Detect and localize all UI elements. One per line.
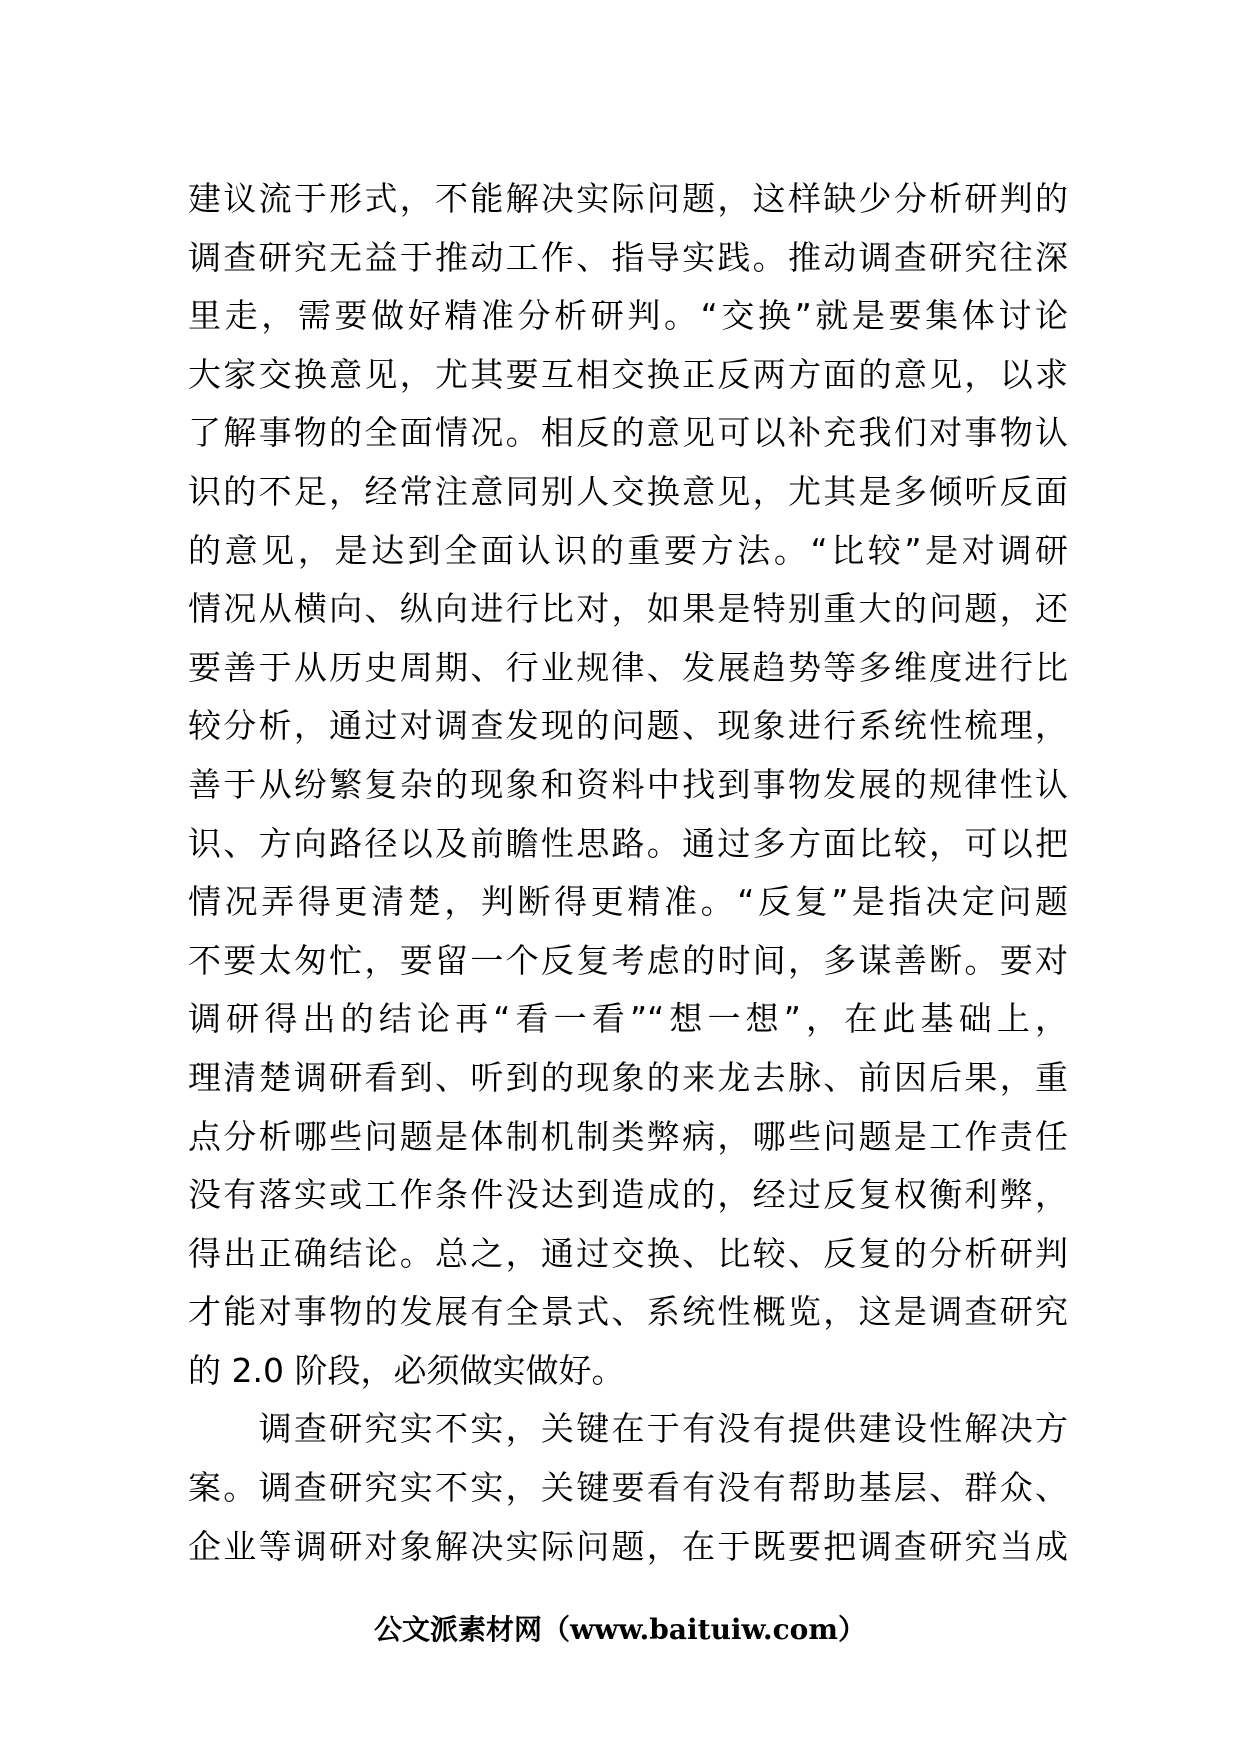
text-line: 理清楚调研看到、听到的现象的来龙去脉、前因后果，重 — [188, 1057, 1068, 1097]
text-line: 大家交换意见，尤其要互相交换正反两方面的意见，以求 — [188, 354, 1068, 394]
text-line: 里走，需要做好精准分析研判。“交换”就是要集体讨论 — [188, 296, 1068, 336]
text-line: 的 2.0 阶段，必须做实做好。 — [188, 1350, 625, 1390]
text-line: 调查研究无益于推动工作、指导实践。推动调查研究往深 — [188, 237, 1068, 277]
text-line: 企业等调研对象解决实际问题，在于既要把调查研究当成 — [188, 1526, 1068, 1566]
text-line: 调查研究实不实，关键在于有没有提供建设性解决方 — [188, 1409, 1068, 1449]
text-line: 得出正确结论。总之，通过交换、比较、反复的分析研判 — [188, 1233, 1068, 1273]
text-line: 识的不足，经常注意同别人交换意见，尤其是多倾听反面 — [188, 471, 1068, 511]
text-line: 不要太匆忙，要留一个反复考虑的时间，多谋善断。要对 — [188, 940, 1068, 980]
text-line: 的意见，是达到全面认识的重要方法。“比较”是对调研 — [188, 530, 1068, 570]
text-line: 案。调查研究实不实，关键要看有没有帮助基层、群众、 — [188, 1468, 1068, 1508]
text-line: 善于从纷繁复杂的现象和资料中找到事物发展的规律性认 — [188, 764, 1068, 804]
text-line: 较分析，通过对调查发现的问题、现象进行系统性梳理， — [188, 706, 1068, 746]
text-line: 建议流于形式，不能解决实际问题，这样缺少分析研判的 — [188, 179, 1068, 218]
text-line: 识、方向路径以及前瞻性思路。通过多方面比较，可以把 — [188, 823, 1068, 863]
body-text — [188, 170, 1068, 1576]
text-line: 要善于从历史周期、行业规律、发展趋势等多维度进行比 — [188, 647, 1068, 687]
text-line: 才能对事物的发展有全景式、系统性概览，这是调查研究 — [188, 1292, 1068, 1332]
text-line: 点分析哪些问题是体制机制类弊病，哪些问题是工作责任 — [188, 1116, 1068, 1156]
text-line: 情况从横向、纵向进行比对，如果是特别重大的问题，还 — [188, 589, 1068, 629]
text-line: 情况弄得更清楚，判断得更精准。“反复”是指决定问题 — [188, 882, 1068, 922]
text-line: 了解事物的全面情况。相反的意见可以补充我们对事物认 — [188, 413, 1068, 453]
text-line: 没有落实或工作条件没达到造成的，经过反复权衡利弊， — [188, 1175, 1068, 1215]
footer-watermark: 公文派素材网（www.baituiw.com） — [374, 1613, 866, 1646]
text-line: 调研得出的结论再“看一看”“想一想”，在此基础上， — [188, 999, 1068, 1039]
